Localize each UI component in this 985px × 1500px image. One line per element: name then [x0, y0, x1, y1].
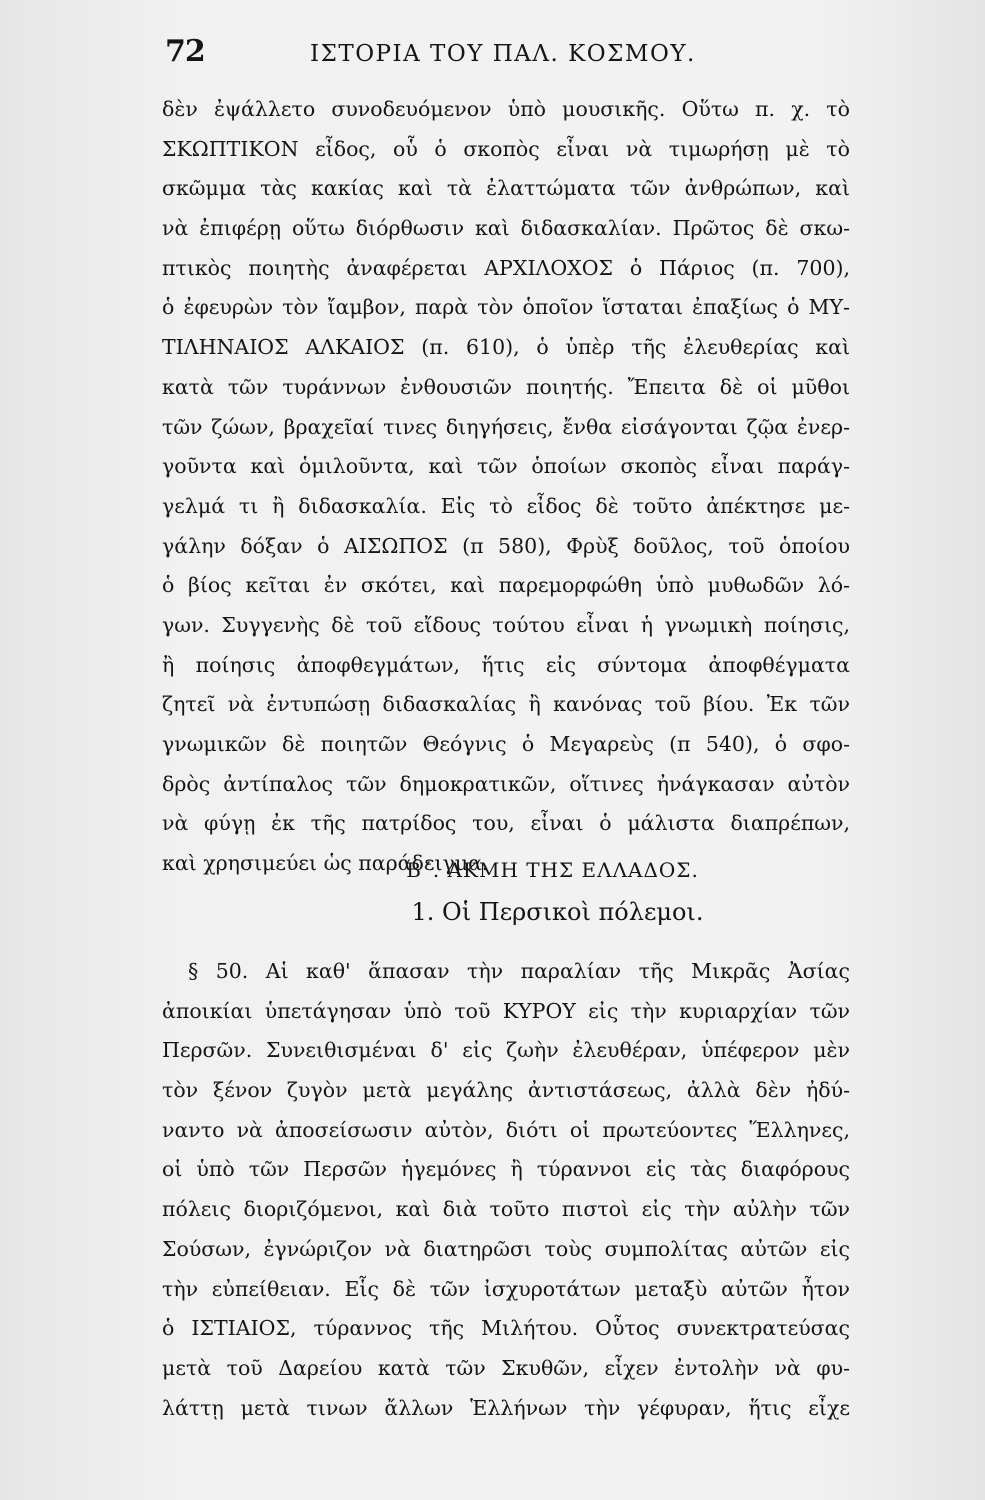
- text-line: οἱ ὑπὸ τῶν Περσῶν ἡγεμόνες ἢ τύραννοι εἰς τὰς διαφόρους: [162, 1157, 850, 1182]
- text-line: ΣΚΩΠΤΙΚΟΝ εἶδος, οὗ ὁ σκοπὸς εἶναι νὰ τιμωρήσῃ μὲ τὸ: [162, 136, 850, 161]
- text-line: ναντο νὰ ἀποσείσωσιν αὐτὸν, διότι οἱ πρωτεύοντες Ἕλληνες,: [162, 1117, 850, 1142]
- text-line: τῶν ζώων, βραχεῖαί τινες διηγήσεις, ἔνθα εἰσάγονται ζῷα ἐνερ-: [162, 414, 850, 439]
- text-line: ὁ ἐφευρὼν τὸν ἴαμβον, παρὰ τὸν ὁποῖον ἵσταται ἐπαξίως ὁ ΜΥ-: [162, 295, 850, 320]
- text-line: ζητεῖ νὰ ἐντυπώσῃ διδασκαλίας ἢ κανόνας τοῦ βίου. Ἐκ τῶν: [162, 692, 850, 717]
- text-line: ὁ ΙΣΤΙΑΙΟΣ, τύραννος τῆς Μιλήτου. Οὗτος συνεκτρατεύσας: [162, 1316, 850, 1341]
- text-line: ὁ βίος κεῖται ἐν σκότει, καὶ παρεμορφώθη ὑπὸ μυθωδῶν λό-: [162, 573, 850, 598]
- running-title: ΙΣΤΟΡΙΑ ΤΟΥ ΠΑΛ. ΚΟΣΜΟΥ.: [310, 41, 696, 67]
- text-line: λάττῃ μετὰ τινων ἄλλων Ἑλλήνων τὴν γέφυραν, ἥτις εἶχε: [162, 1395, 850, 1420]
- text-line: νὰ φύγῃ ἐκ τῆς πατρίδος του, εἶναι ὁ μάλιστα διαπρέπων,: [162, 811, 850, 836]
- text-line: τὸν ξένον ζυγὸν μετὰ μεγάλης ἀντιστάσεως, ἀλλὰ δὲν ἠδύ-: [162, 1078, 850, 1103]
- text-line: τὴν εὐπείθειαν. Εἷς δὲ τῶν ἰσχυροτάτων μεταξὺ αὐτῶν ἦτον: [162, 1276, 850, 1301]
- text-line: δὲν ἐψάλλετο συνοδευόμενον ὑπὸ μουσικῆς. Οὕτω π. χ. τὸ: [162, 97, 850, 121]
- text-line: πόλεις διοριζόμενοι, καὶ διὰ τοῦτο πιστοὶ εἰς τὴν αὐλὴν τῶν: [162, 1197, 850, 1222]
- paragraph-1: [162, 90, 850, 884]
- text-line: νὰ ἐπιφέρῃ οὕτω διόρθωσιν καὶ διδασκαλίαν. Πρῶτος δὲ σκω-: [162, 216, 850, 241]
- text-line: κατὰ τῶν τυράννων ἐνθουσιῶν ποιητής. Ἔπειτα δὲ οἱ μῦθοι: [162, 374, 850, 399]
- subsection-heading: 1. Οἱ Περσικοὶ πόλεμοι.: [411, 898, 704, 926]
- text-line: γων. Συγγενὴς δὲ τοῦ εἴδους τούτου εἶναι ἡ γνωμικὴ ποίησις,: [162, 612, 850, 637]
- text-line: Περσῶν. Συνειθισμέναι δ' εἰς ζωὴν ἐλευθέραν, ὑπέφερον μὲν: [162, 1038, 850, 1063]
- text-line: γελμά τι ἢ διδασκαλία. Εἰς τὸ εἶδος δὲ τοῦτο ἀπέκτησε με-: [162, 493, 850, 518]
- text-line: ἢ ποίησις ἀποφθεγμάτων, ἥτις εἰς σύντομα ἀποφθέγματα: [162, 652, 850, 677]
- text-line: γνωμικῶν δὲ ποιητῶν Θεόγνις ὁ Μεγαρεὺς (π 540), ὁ σφο-: [162, 732, 850, 756]
- text-line: Σούσων, ἐγνώριζον νὰ διατηρῶσι τοὺς συμπολίτας αὐτῶν εἰς: [162, 1236, 850, 1261]
- text-line: ΤΙΛΗΝΑΙΟΣ ΑΛΚΑΙΟΣ (π. 610), ὁ ὑπὲρ τῆς ἐλευθερίας καὶ: [162, 335, 850, 360]
- text-line: καὶ χρησιμεύει ὡς παράδειγμα.: [162, 851, 489, 876]
- text-line: γοῦντα καὶ ὁμιλοῦντα, καὶ τῶν ὁποίων σκοπὸς εἶναι παράγ-: [162, 454, 850, 479]
- text-line: γάλην δόξαν ὁ ΑΙΣΩΠΟΣ (π 580), Φρὺξ δοῦλος, τοῦ ὁποίου: [162, 533, 850, 558]
- page-number: 72: [165, 34, 205, 69]
- text-line: ἀποικίαι ὑπετάγησαν ὑπὸ τοῦ ΚΥΡΟΥ εἰς τὴν κυριαρχίαν τῶν: [162, 998, 850, 1023]
- text-line: μετὰ τοῦ Δαρείου κατὰ τῶν Σκυθῶν, εἶχεν ἐντολὴν νὰ φυ-: [162, 1355, 850, 1380]
- section-heading: Β΄. ΑΚΜΗ ΤΗΣ ΕΛΛΑΔΟΣ.: [406, 858, 699, 882]
- text-line: πτικὸς ποιητὴς ἀναφέρεται ΑΡΧΙΛΟΧΟΣ ὁ Πάριος (π. 700),: [162, 255, 850, 280]
- text-line: § 50. Αἱ καθ' ἅπασαν τὴν παραλίαν τῆς Μικρᾶς Ἀσίας: [188, 959, 850, 983]
- text-line: δρὸς ἀντίπαλος τῶν δημοκρατικῶν, οἵτινες ἠνάγκασαν αὐτὸν: [162, 771, 850, 796]
- paragraph-2: [162, 952, 850, 1428]
- page-header: [165, 34, 855, 76]
- text-line: σκῶμμα τὰς κακίας καὶ τὰ ἐλαττώματα τῶν ἀνθρώπων, καὶ: [162, 176, 850, 201]
